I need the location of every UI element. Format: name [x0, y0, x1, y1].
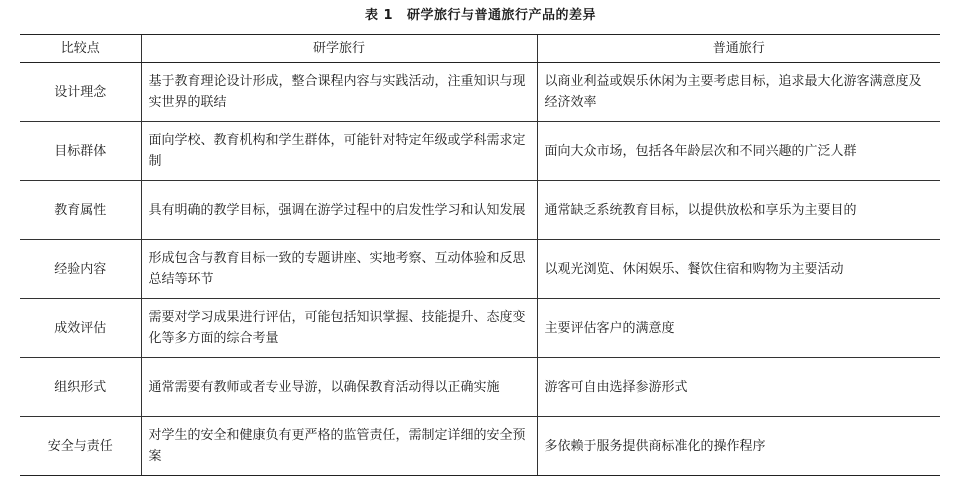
table-title: 研学旅行与普通旅行产品的差异 [407, 8, 597, 23]
row-target-group-point: 目标群体 [20, 122, 141, 181]
header-study-travel: 研学旅行 [141, 35, 537, 63]
table-caption [0, 7, 961, 25]
table-row [20, 63, 940, 122]
table-number: 表 1 [364, 8, 394, 23]
row-effect-evaluation-normal: 主要评估客户的满意度 [537, 299, 940, 358]
row-effect-evaluation-study: 需要对学习成果进行评估，可能包括知识掌握、技能提升、态度变化等多方面的综合考量 [141, 299, 537, 358]
row-target-group-normal: 面向大众市场，包括各年龄层次和不同兴趣的广泛人群 [537, 122, 940, 181]
row-safety-responsibility-point: 安全与责任 [20, 417, 141, 476]
row-organization-form-normal: 游客可自由选择参游形式 [537, 358, 940, 417]
row-organization-form-point: 组织形式 [20, 358, 141, 417]
row-design-concept-normal: 以商业利益或娱乐休闲为主要考虑目标，追求最大化游客满意度及经济效率 [537, 63, 940, 122]
table-header-row [20, 35, 940, 63]
row-experience-content-normal: 以观光浏览、休闲娱乐、餐饮住宿和购物为主要活动 [537, 240, 940, 299]
comparison-table [20, 34, 940, 476]
row-safety-responsibility-normal: 多依赖于服务提供商标准化的操作程序 [537, 417, 940, 476]
row-design-concept-point: 设计理念 [20, 63, 141, 122]
row-education-attribute-normal: 通常缺乏系统教育目标，以提供放松和享乐为主要目的 [537, 181, 940, 240]
table-row [20, 181, 940, 240]
header-normal-travel: 普通旅行 [537, 35, 940, 63]
table-row [20, 358, 940, 417]
row-target-group-study: 面向学校、教育机构和学生群体，可能针对特定年级或学科需求定制 [141, 122, 537, 181]
row-design-concept-study: 基于教育理论设计形成，整合课程内容与实践活动，注重知识与现实世界的联结 [141, 63, 537, 122]
table-row [20, 122, 940, 181]
row-experience-content-point: 经验内容 [20, 240, 141, 299]
table-row [20, 417, 940, 476]
header-comparison-point: 比较点 [20, 35, 141, 63]
table-row [20, 240, 940, 299]
row-education-attribute-study: 具有明确的教学目标，强调在游学过程中的启发性学习和认知发展 [141, 181, 537, 240]
row-experience-content-study: 形成包含与教育目标一致的专题讲座、实地考察、互动体验和反思总结等环节 [141, 240, 537, 299]
table-row [20, 299, 940, 358]
row-education-attribute-point: 教育属性 [20, 181, 141, 240]
row-effect-evaluation-point: 成效评估 [20, 299, 141, 358]
row-organization-form-study: 通常需要有教师或者专业导游，以确保教育活动得以正确实施 [141, 358, 537, 417]
row-safety-responsibility-study: 对学生的安全和健康负有更严格的监管责任，需制定详细的安全预案 [141, 417, 537, 476]
